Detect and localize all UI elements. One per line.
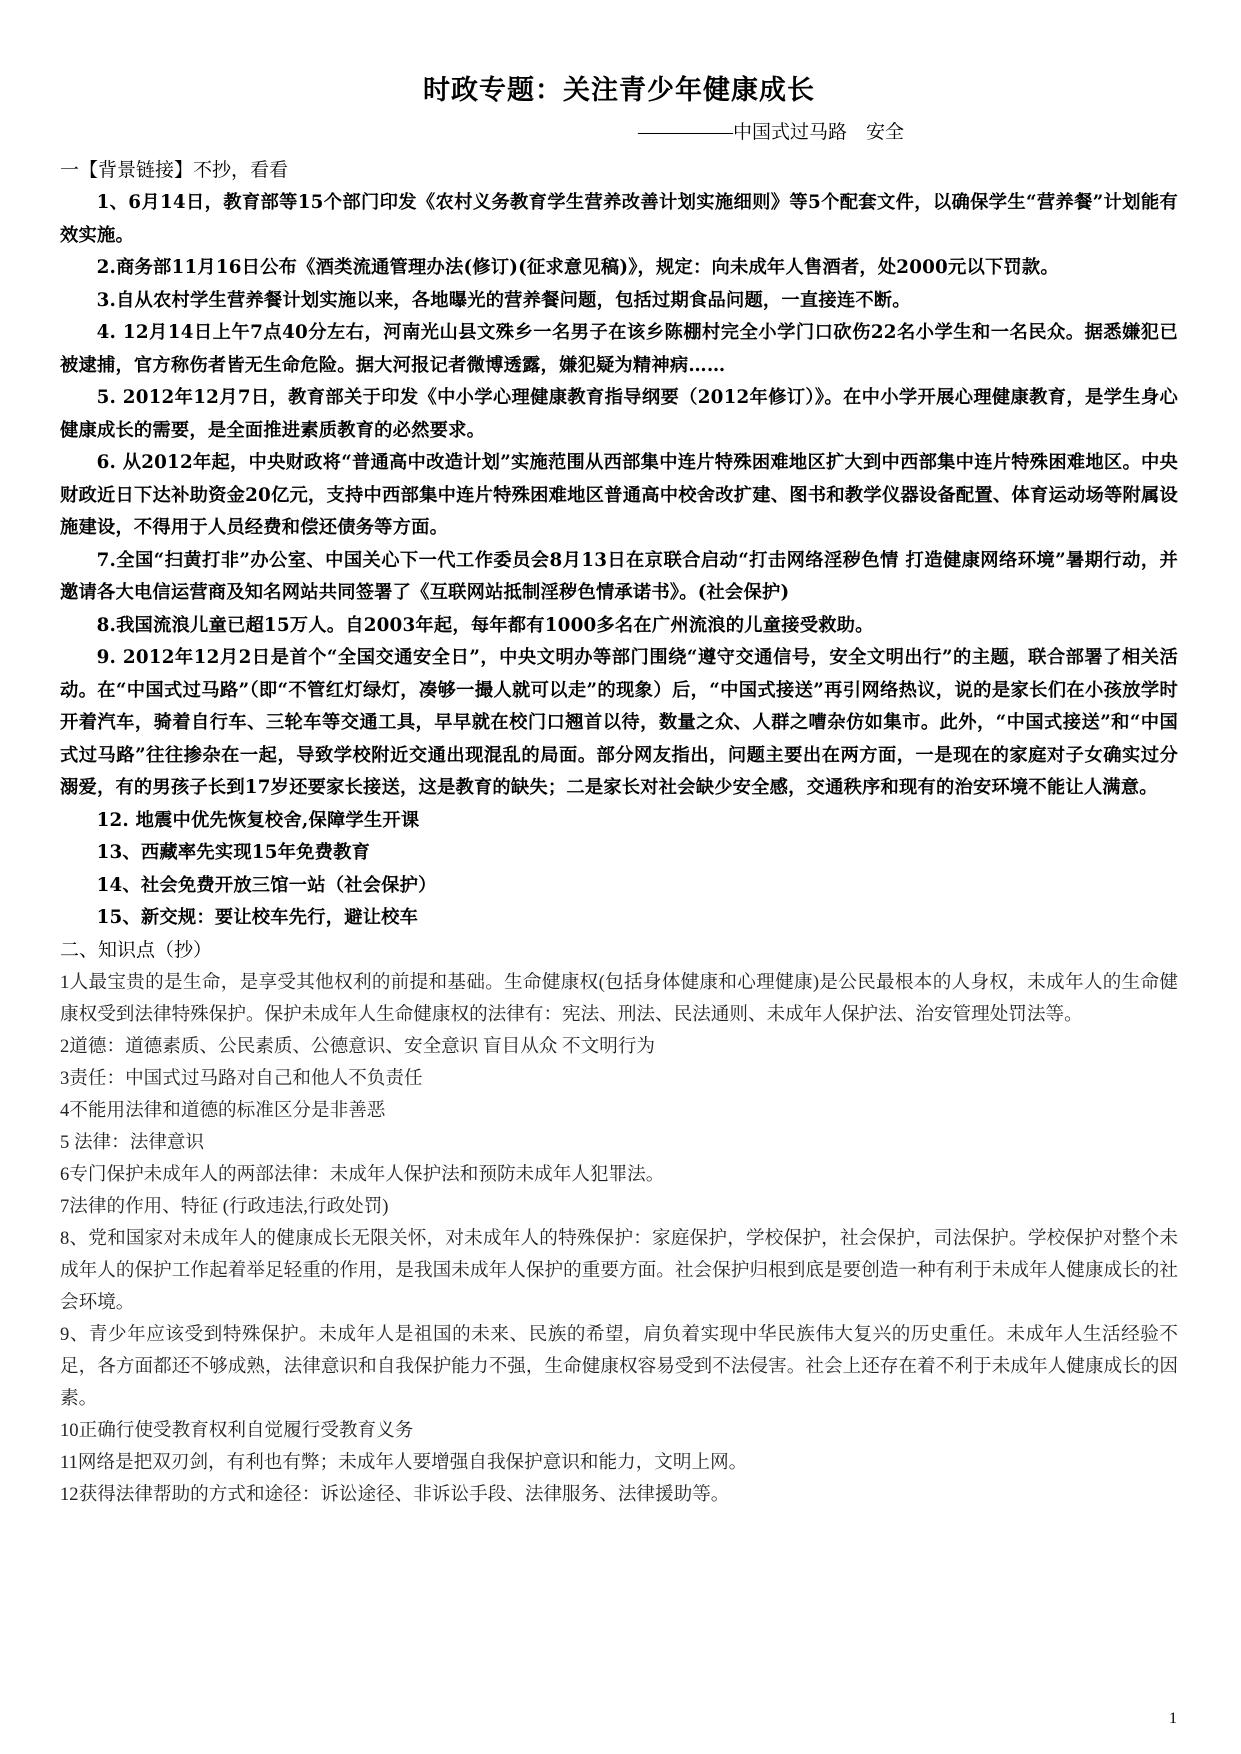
knowledge-point: 10正确行使受教育权利自觉履行受教育义务 <box>60 1419 414 1441</box>
knowledge-point: 4不能用法律和道德的标准区分是非善恶 <box>60 1099 386 1121</box>
knowledge-point: 7法律的作用、特征 (行政违法,行政处罚) <box>60 1195 389 1217</box>
background-item: 6. 从2012年起，中央财政将“普通高中改造计划”实施范围从西部集中连片特殊困难地区扩大到中西部集中连片特殊困难地区。中央财政近日下达补助资金20亿元，支持中西部集中连片特殊困难地区普通高中校舍改扩建、图书和教学仪器设备配置、体育运动场等附属设施建设，不得用于人员经费和偿还债务等方面。 <box>60 452 1178 538</box>
background-item: 13、西藏率先实现15年免费教育 <box>96 842 371 863</box>
knowledge-point: 8、党和国家对未成年人的健康成长无限关怀，对未成年人的特殊保护：家庭保护，学校保护，社会保护，司法保护。学校保护对整个未成年人的保护工作起着举足轻重的作用，是我国未成年人保护的重要方面。社会保护归根到底是要创造一种有利于未成年人健康成长的社会环境。 <box>60 1227 1178 1313</box>
knowledge-point: 2道德：道德素质、公民素质、公德意识、安全意识 盲目从众 不文明行为 <box>60 1035 656 1057</box>
background-item: 15、新交规：要让校车先行，避让校车 <box>96 907 419 928</box>
section-heading-background: 一【背景链接】不抄，看看 <box>60 160 289 181</box>
background-item: 3.自从农村学生营养餐计划实施以来，各地曝光的营养餐问题，包括过期食品问题，一直接连不断。 <box>96 289 911 311</box>
background-item: 5. 2012年12月7日，教育部关于印发《中小学心理健康教育指导纲要（2012年修订）》。在中小学开展心理健康教育，是学生身心健康成长的需要，是全面推进素质教育的必然要求。 <box>60 387 1178 441</box>
knowledge-point: 12获得法律帮助的方式和途径：诉讼途径、非诉讼手段、法律服务、法律援助等。 <box>60 1483 730 1505</box>
knowledge-point: 6专门保护未成年人的两部法律：未成年人保护法和预防未成年人犯罪法。 <box>60 1163 665 1185</box>
background-item: 2.商务部11月16日公布《酒类流通管理办法(修订)(征求意见稿)》，规定：向未成年人售酒者，处2000元以下罚款。 <box>96 257 1059 278</box>
page-number: 1 <box>1169 1710 1177 1727</box>
background-item: 7.全国“扫黄打非”办公室、中国关心下一代工作委员会8月13日在京联合启动“打击网络淫秽色情 打造健康网络环境”暑期行动，并邀请各大电信运营商及知名网站共同签署了《互联网站抵制淫秽色情承诺书》。(社会保护) <box>60 549 1178 603</box>
background-item: 14、社会免费开放三馆一站（社会保护） <box>96 874 437 896</box>
background-item: 8.我国流浪儿童已超15万人。自2003年起，每年都有1000多名在广州流浪的儿童接受救助。 <box>96 614 874 636</box>
document-page <box>60 68 1178 1511</box>
knowledge-point: 9、青少年应该受到特殊保护。未成年人是祖国的未来、民族的希望，肩负着实现中华民族伟大复兴的历史重任。未成年人生活经验不足，各方面都还不够成熟，法律意识和自我保护能力不强，生命健康权容易受到不法侵害。社会上还存在着不利于未成年人健康成长的因素。 <box>60 1323 1178 1409</box>
page-title: 时政专题：关注青少年健康成长 <box>423 75 815 106</box>
knowledge-point: 1人最宝贵的是生命，是享受其他权利的前提和基础。生命健康权(包括身体健康和心理健康)是公民最根本的人身权，未成年人的生命健康权受到法律特殊保护。保护未成年人生命健康权的法律有：宪法、刑法、民法通则、未成年人保护法、治安管理处罚法等。 <box>60 971 1178 1025</box>
knowledge-point: 3责任：中国式过马路对自己和他人不负责任 <box>60 1067 423 1089</box>
background-item: 12. 地震中优先恢复校舍,保障学生开课 <box>96 809 420 831</box>
section-heading-knowledge: 二、知识点（抄） <box>60 939 213 961</box>
background-item: 4. 12月14日上午7点40分左右，河南光山县文殊乡一名男子在该乡陈棚村完全小学门口砍伤22名小学生和一名民众。据悉嫌犯已被逮捕，官方称伤者皆无生命危险。据大河报记者微博透露，嫌犯疑为精神病…… <box>60 322 1178 376</box>
knowledge-point: 5 法律：法律意识 <box>60 1131 205 1153</box>
knowledge-point: 11网络是把双刃剑，有利也有弊；未成年人要增强自我保护意识和能力，文明上网。 <box>60 1451 748 1473</box>
page-subtitle: —————中国式过马路 安全 <box>638 122 905 143</box>
background-item: 9. 2012年12月2日是首个“全国交通安全日”，中央文明办等部门围绕“遵守交通信号，安全文明出行”的主题，联合部署了相关活动。在“中国式过马路”（即“不管红灯绿灯，凑够一撮人就可以走”的现象）后，“中国式接送”再引网络热议，说的是家长们在小孩放学时开着汽车，骑着自行车、三轮车等交通工具，早早就在校门口翘首以待，数量之众、人群之嘈杂仿如集市。此外，“中国式接送”和“中国式过马路”往往掺杂在一起，导致学校附近交通出现混乱的局面。部分网友指出，问题主要出在两方面，一是现在的家庭对子女确实过分溺爱，有的男孩子长到17岁还要家长接送，这是教育的缺失；二是家长对社会缺少安全感，交通秩序和现有的治安环境不能让人满意。 <box>60 647 1178 798</box>
background-item: 1、6月14日，教育部等15个部门印发《农村义务教育学生营养改善计划实施细则》等5个配套文件，以确保学生“营养餐”计划能有效实施。 <box>60 192 1178 246</box>
